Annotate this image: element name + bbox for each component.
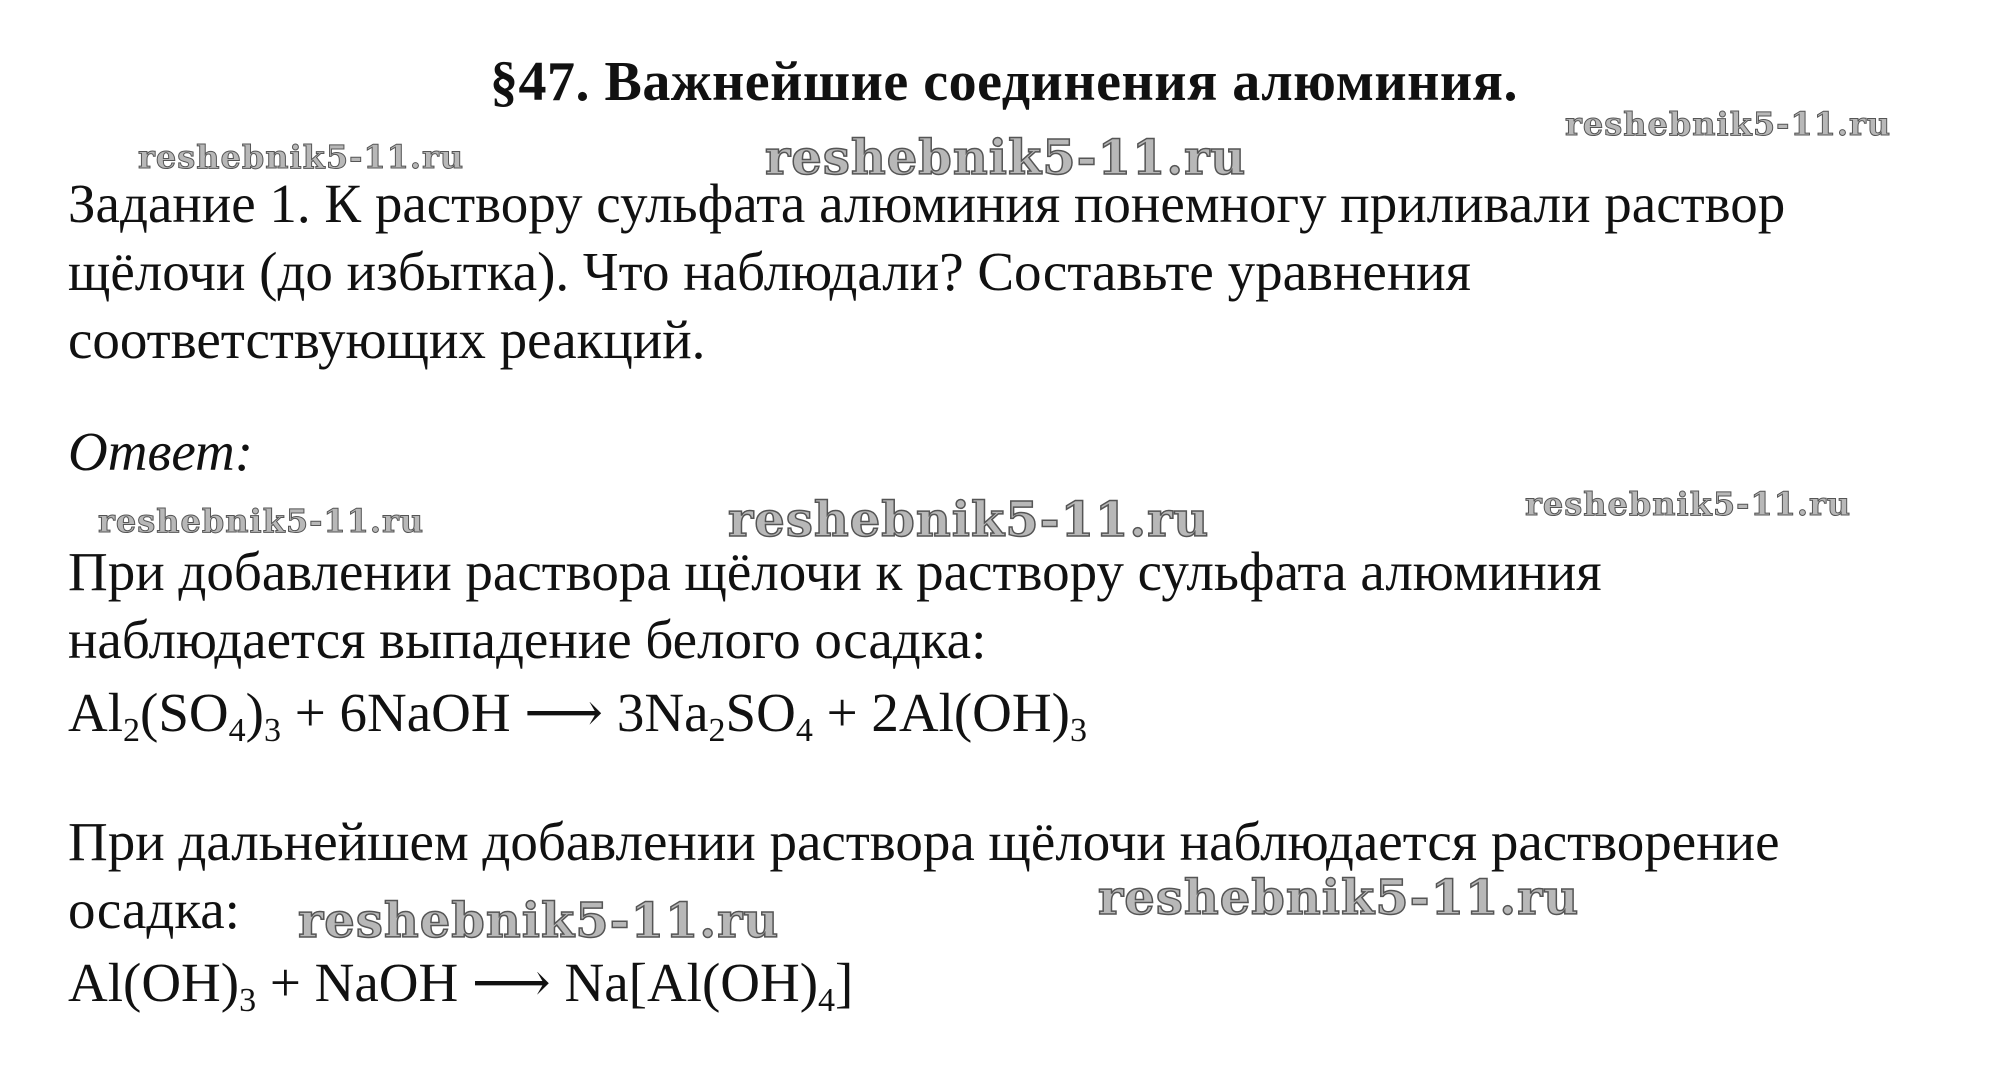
page-title: §47. Важнейшие соединения алюминия.: [490, 51, 1518, 113]
watermark: reshebnik5-11.ru: [765, 130, 1247, 186]
eq-subscript: 4: [795, 712, 813, 749]
watermark: reshebnik5-11.ru: [728, 492, 1210, 548]
watermark: reshebnik5-11.ru: [1565, 105, 1892, 143]
task-line: щёлочи (до избытка). Что наблюдали? Составьте уравнения: [68, 241, 1471, 302]
paragraph-line: наблюдается выпадение белого осадка:: [68, 609, 987, 670]
eq-subscript: 3: [263, 712, 281, 749]
task-line: соответствующих реакций.: [68, 309, 706, 370]
eq-text: (SO: [140, 682, 229, 743]
chemical-equation: [68, 950, 854, 1019]
watermark: reshebnik5-11.ru: [1525, 485, 1852, 523]
task-text: [68, 170, 1785, 374]
eq-text: + 6NaOH ⟶ 3Na: [280, 682, 709, 743]
paragraph-line: При добавлении раствора щёлочи к раствору сульфата алюминия: [68, 541, 1602, 602]
watermark: reshebnik5-11.ru: [138, 138, 465, 176]
answer-label: Ответ:: [68, 421, 254, 482]
watermark: reshebnik5-11.ru: [98, 502, 425, 540]
eq-subscript: 4: [818, 982, 836, 1019]
paragraph-line: осадка:: [68, 879, 240, 940]
watermark: reshebnik5-11.ru: [298, 893, 780, 949]
eq-subscript: 3: [1069, 712, 1087, 749]
watermark: reshebnik5-11.ru: [1098, 870, 1580, 926]
chemical-equation: [68, 680, 1087, 749]
eq-text: + 2Al(OH): [812, 682, 1070, 743]
answer-paragraph: [68, 538, 1602, 674]
eq-subscript: 2: [123, 712, 140, 749]
eq-text: Al: [68, 682, 123, 743]
eq-text: + NaOH ⟶ Na[Al(OH): [256, 952, 819, 1013]
eq-subscript: 3: [239, 982, 257, 1019]
task-line: Задание 1. К раствору сульфата алюминия понемногу приливали раствор: [68, 173, 1786, 234]
eq-text: Al(OH): [68, 952, 240, 1013]
eq-subscript: 2: [708, 712, 726, 749]
eq-subscript: 4: [228, 712, 246, 749]
eq-text: ): [245, 682, 264, 743]
paragraph-line: При дальнейшем добавлении раствора щёлочи наблюдается растворение: [68, 811, 1780, 872]
eq-text: ]: [835, 952, 854, 1013]
eq-text: SO: [725, 682, 796, 743]
